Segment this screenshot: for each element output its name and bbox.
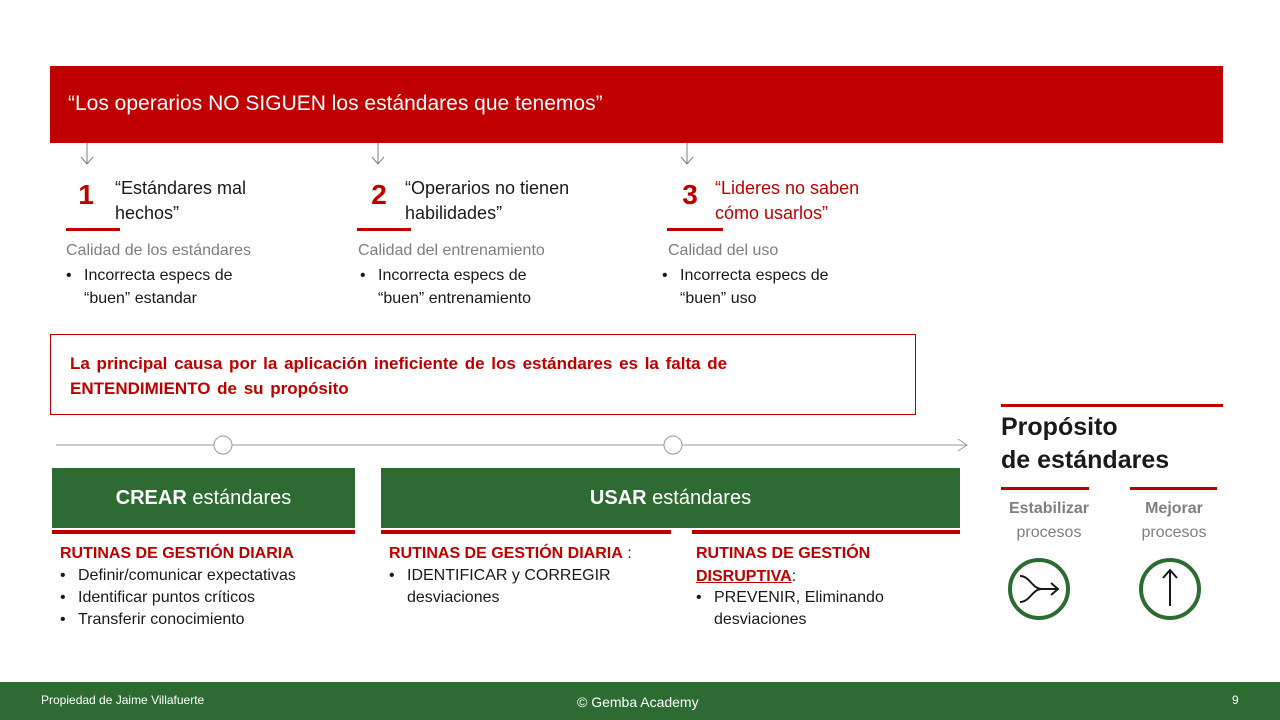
up-arrow-icon: [1137, 558, 1203, 620]
usar-disruptive-bullet-list: • PREVENIR, Eliminando desviaciones: [696, 589, 884, 628]
purpose-title: Propósito de estándares: [1001, 413, 1170, 474]
footer-copyright: © Gemba Academy: [577, 694, 699, 710]
key-message-box: [50, 334, 916, 415]
crear-bullet-list: [60, 565, 296, 631]
timeline-milestone: [214, 436, 232, 454]
page-number: 9: [1232, 693, 1239, 707]
down-arrow-icon: [370, 143, 386, 167]
cause-category: Calidad del entrenamiento: [358, 242, 545, 259]
cause-underline: [667, 228, 723, 231]
cause-number: 1: [78, 179, 94, 210]
cause-quote: “Lideres no saben cómo usarlos”: [715, 178, 860, 223]
list-item: • Identificar puntos críticos: [60, 589, 255, 606]
timeline-milestone: [664, 436, 682, 454]
timeline-arrow: [56, 434, 972, 456]
usar-standards-box: USAR estándares: [381, 468, 960, 528]
crear-red-rule: [52, 530, 355, 534]
improve-label: Mejorar procesos: [1141, 500, 1207, 541]
crear-routine-heading: RUTINAS DE GESTIÓN DIARIA: [60, 545, 294, 562]
cause-quote: “Estándares mal hechos”: [115, 178, 247, 223]
down-arrow-icon: [79, 143, 95, 167]
usar-daily-red-rule: [381, 530, 671, 534]
footer-owner: Propiedad de Jaime Villafuerte: [41, 693, 205, 707]
cause-bullet: • Incorrecta especs de “buen” uso: [662, 267, 829, 307]
footer-bar: [0, 682, 1280, 720]
usar-disruptive-red-rule: [692, 530, 960, 534]
list-item: • PREVENIR, Eliminando: [696, 589, 884, 606]
stabilize-label: Estabilizar procesos: [1008, 500, 1090, 541]
problem-statement: “Los operarios NO SIGUEN los estándares que tenemos”: [68, 92, 603, 115]
usar-daily-bullet-list: • IDENTIFICAR y CORREGIR desviaciones: [389, 567, 611, 606]
cause-number: 2: [371, 179, 387, 210]
list-item: • Transferir conocimiento: [60, 611, 245, 628]
cause-bullet: • Incorrecta especs de “buen” estandar: [66, 267, 233, 307]
crear-standards-box: CREAR estándares: [52, 468, 355, 528]
usar-disruptive-routine-heading: RUTINAS DE GESTIÓN DISRUPTIVA:: [696, 545, 871, 585]
usar-daily-routine-heading: RUTINAS DE GESTIÓN DIARIA :: [389, 545, 632, 562]
list-item: • Definir/comunicar expectativas: [60, 567, 296, 584]
cause-quote: “Operarios no tienen habilidades”: [405, 178, 570, 223]
cause-underline: [357, 228, 411, 231]
purpose-top-rule: [1001, 404, 1223, 407]
improve-rule: [1130, 487, 1217, 490]
merge-arrow-icon: [1006, 558, 1072, 620]
stabilize-rule: [1001, 487, 1089, 490]
cause-category: Calidad de los estándares: [66, 242, 252, 259]
cause-underline: [66, 228, 120, 231]
cause-category: Calidad del uso: [668, 242, 779, 259]
down-arrow-icon: [679, 143, 695, 167]
problem-banner: [50, 66, 1223, 143]
list-item: • IDENTIFICAR y CORREGIR: [389, 567, 611, 584]
cause-bullet: • Incorrecta especs de “buen” entrenamiento: [360, 267, 531, 307]
cause-number: 3: [682, 179, 698, 210]
key-message: La principal causa por la aplicación ineficiente de los estándares es la falta de ENTENDIMIENTO de su propósito: [70, 354, 728, 398]
